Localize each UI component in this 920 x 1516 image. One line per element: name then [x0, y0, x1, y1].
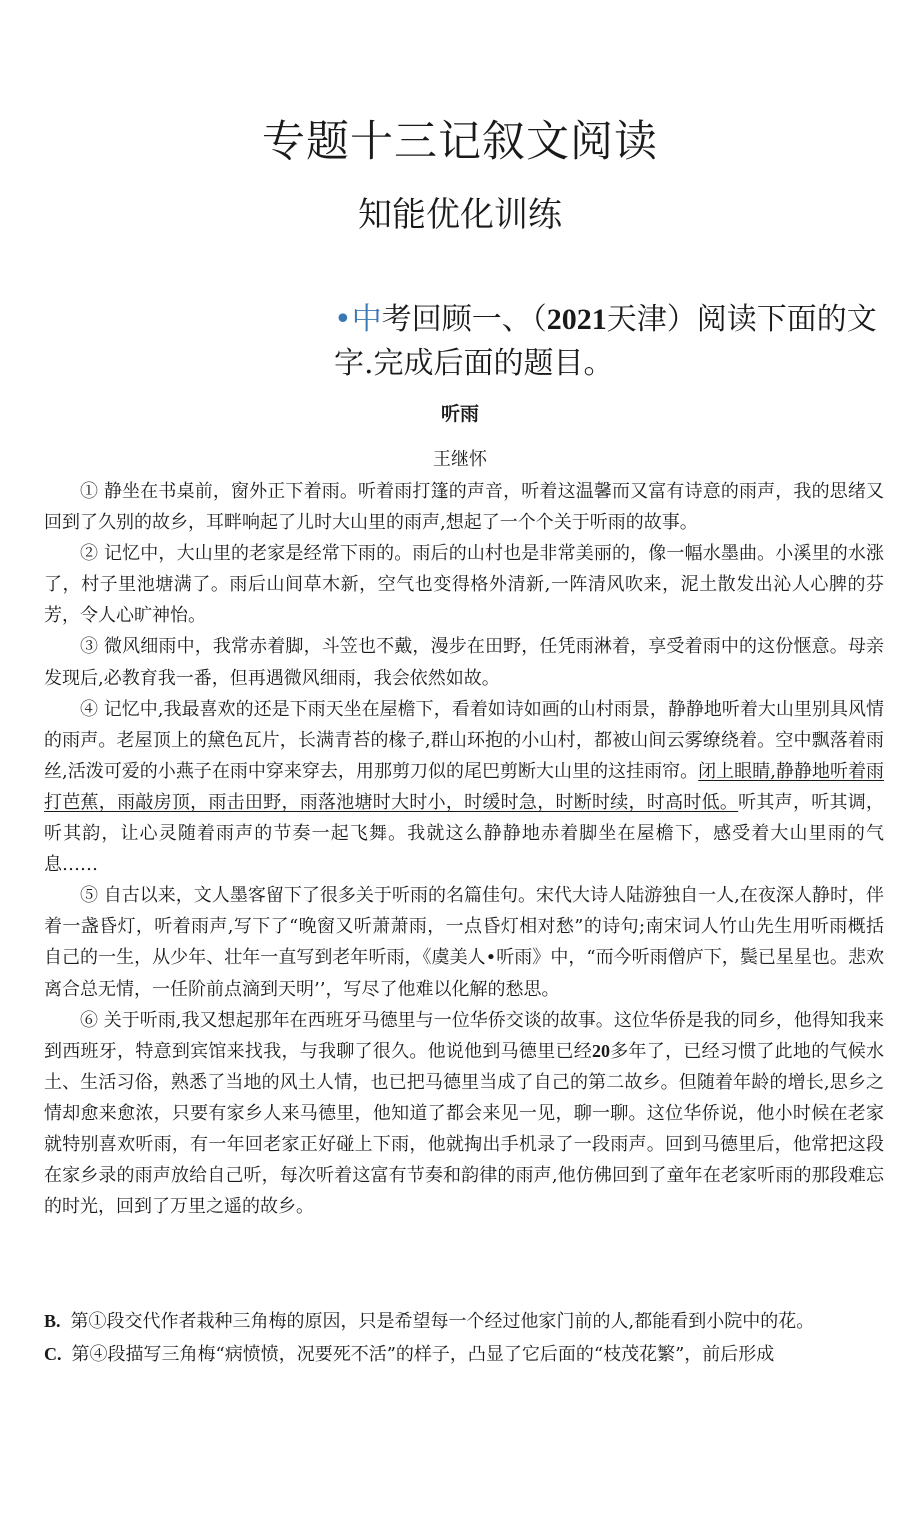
paragraph-4-part-a: ④ 记忆中,我最喜欢的还是下雨天坐在屋檐下，看着如诗如画的山村雨景，静静地听着大山里别具风情的雨声。老屋顶上的黛色瓦片，长满青苔的椽子,群山环抱的小山村，都被山间云雾缭绕着。空中飘落着雨丝,活泼可爱的小燕子在雨中穿来穿去，用那剪刀似的尾巴剪断大山里的这挂雨帘。 — [44, 698, 884, 782]
paragraph-6-part-b: 多年了，已经习惯了此地的气候水土、生活习俗，熟悉了当地的风土人情，也已把马德里当成了自己的第二故乡。但随着年龄的增长,思乡之情却愈来愈浓，只要有家乡人来马德里，他知道了都会来见一见，聊一聊。这位华侨说，他小时候在老家就特别喜欢听雨，有一年回老家正好碰上下雨，他就掏出手机录了一段雨声。回到马德里后，他常把这段在家乡录的雨声放给自己听，每次听着这富有节奏和韵律的雨声,他仿佛回到了童年在老家听雨的那段难忘的时光，回到了万里之遥的故乡。 — [44, 1040, 884, 1218]
underlined-sentence: 闭上眼睛,静静地听着雨打芭蕉，雨敲房顶，雨击田野，雨落池塘时大时小，时缓时急，时断时续，时高时低。 — [44, 760, 884, 813]
article-author: 王继怀 — [433, 449, 487, 470]
paragraph-2: ② 记忆中，大山里的老家是经常下雨的。雨后的山村也是非常美丽的，像一幅水墨曲。小溪里的水涨了，村子里池塘满了。雨后山间草木新，空气也变得格外清新,一阵清风吹来，泥土散发出沁人心脾的芬芳，令人心旷神怡。 — [44, 543, 884, 627]
page-subtitle: 知能优化训练 — [358, 195, 562, 235]
paragraph-6 — [44, 1005, 884, 1223]
option-b-label: B. — [44, 1311, 61, 1331]
review-text-2: 天津）阅读下面的文字.完成后面的题目。 — [334, 302, 877, 381]
paragraph-5: ⑤ 自古以来，文人墨客留下了很多关于听雨的名篇佳句。宋代大诗人陆游独自一人,在夜深人静时，伴着一盏昏灯，听着雨声,写下了“晚窗又听萧萧雨，一点昏灯相对愁”的诗句;南宋词人竹山先生用听雨概括自己的一生，从少年、壮年一直写到老年听雨，《虞美人•听雨》中，“而今听雨僧庐下，鬓已星星也。悲欢离合总无情，一任阶前点滴到天明’’，写尽了他难以化解的愁思。 — [44, 885, 884, 1000]
option-b — [44, 1305, 884, 1338]
review-year: 2021 — [546, 303, 607, 336]
article-body — [44, 476, 884, 1222]
option-b-text: 第①段交代作者栽种三角梅的原因，只是希望每一个经过他家门前的人,都能看到小院中的花。 — [70, 1311, 815, 1332]
paragraph-4 — [44, 694, 884, 881]
paragraph-6-number: 20 — [592, 1040, 610, 1061]
option-c-text: 第④段描写三角梅“病愤愤，况要死不活”的样子，凸显了它后面的“枝茂花繁”，前后形成 — [71, 1344, 775, 1365]
page-title: 专题十三记叙文阅读 — [262, 117, 658, 167]
article-title: 听雨 — [440, 403, 479, 425]
option-c — [44, 1338, 884, 1371]
paragraph-1: ① 静坐在书桌前，窗外正下着雨。听着雨打篷的声音，听着这温馨而又富有诗意的雨声，我的思绪又回到了久别的故乡，耳畔响起了儿时大山里的雨声,想起了一个个关于听雨的故事。 — [44, 481, 884, 534]
paragraph-6-part-a: ⑥ 关于听雨,我又想起那年在西班牙马德里与一位华侨交谈的故事。这位华侨是我的同乡，他得知我来到西班牙，特意到宾馆来找我，与我聊了很久。他说他到马德里已经 — [44, 1009, 884, 1062]
exam-review-heading — [334, 298, 890, 386]
paragraph-4-part-b: 听其声，听其调，听其韵，让心灵随着雨声的节奏一起飞舞。我就这么静静地赤着脚坐在屋檐下，感受着大山里雨的气息…… — [44, 791, 885, 876]
review-lead-char: 中 — [351, 302, 382, 337]
review-text-1: 考回顾一、（ — [381, 302, 547, 337]
answer-options — [44, 1305, 884, 1371]
bullet-icon: • — [334, 302, 352, 337]
paragraph-3: ③ 微风细雨中，我常赤着脚，斗笠也不戴，漫步在田野，任凭雨淋着，享受着雨中的这份惬意。母亲发现后,必教育我一番，但再遇微风细雨，我会依然如故。 — [44, 636, 884, 689]
option-c-label: C. — [44, 1344, 62, 1364]
